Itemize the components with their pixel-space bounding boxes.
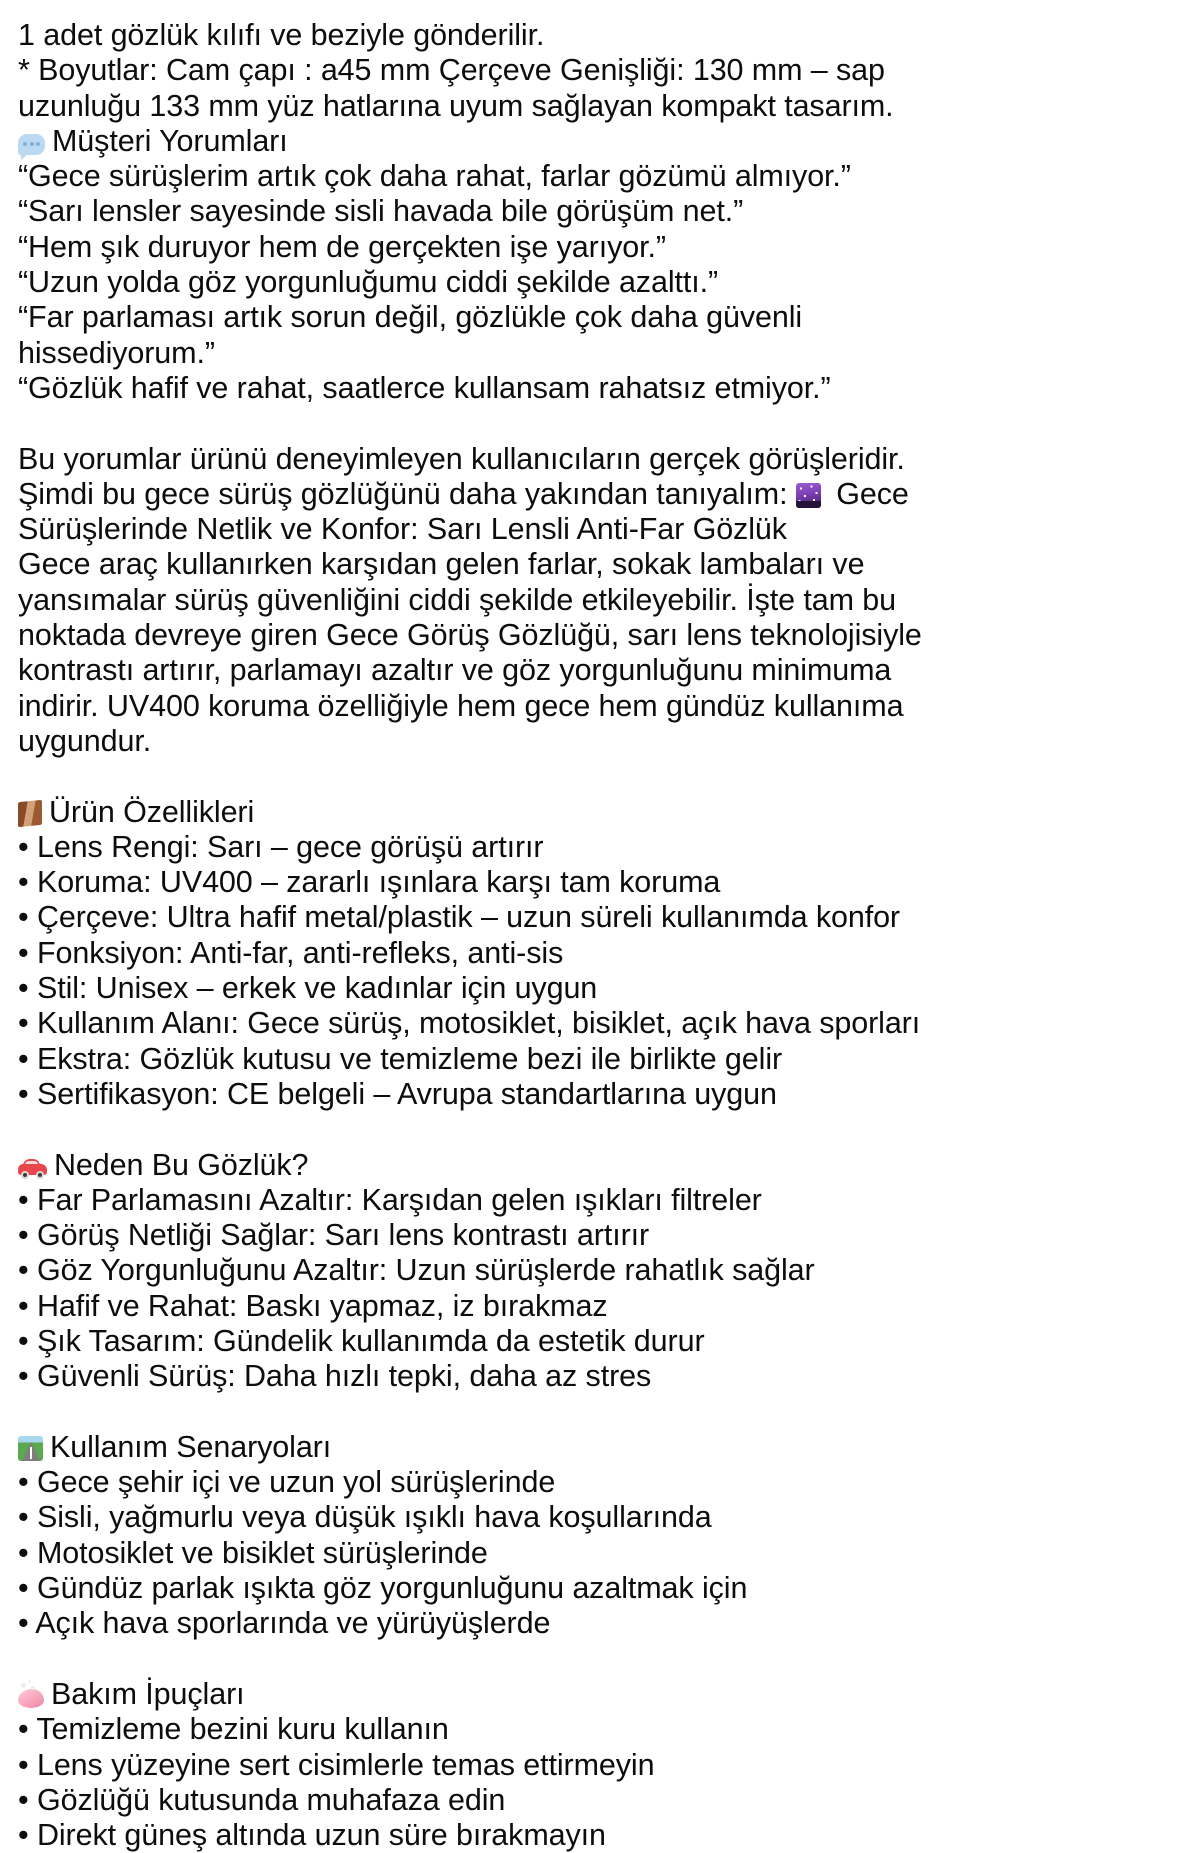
text-line: uzunluğu 133 mm yüz hatlarına uyum sağlayan kompakt tasarım. [18,88,894,123]
paragraph-spacer [18,1642,1184,1677]
block-usage-scenarios [18,1430,1184,1642]
text-after-emoji: Gece [827,476,909,511]
soap-icon [18,1689,44,1708]
review-line: hissediyorum.” [18,335,215,370]
text-line: 1 adet gözlük kılıfı ve beziyle gönderilir. [18,18,545,52]
text-line: Gece araç kullanırken karşıdan gelen farlar, sokak lambaları ve [18,547,865,582]
paragraph-spacer [18,406,1184,441]
speech-balloon-icon [18,134,45,155]
section-heading-label: Bakım İpuçları [51,1676,245,1711]
product-description-body [18,18,1184,1853]
block-care-tips [18,1677,1184,1853]
text-line: kontrastı artırır, parlamayı azaltır ve göz yorgunluğunu minimuma [18,653,892,688]
block-intro-paragraph [18,442,1184,760]
block-shipping-info [18,18,1184,124]
text-line: indirir. UV400 koruma özelliğiyle hem gece hem gündüz kullanıma [18,688,904,723]
list-item: • Koruma: UV400 – zararlı ışınlara karşı tam koruma [18,865,721,900]
list-item: • Far Parlamasını Azaltır: Karşıdan gelen ışıkları filtreler [18,1182,762,1217]
text-line: Bu yorumlar ürünü deneyimleyen kullanıcıların gerçek görüşleridir. [18,441,905,476]
review-line: “Uzun yolda göz yorgunluğumu ciddi şekilde azalttı.” [18,265,719,300]
list-item: • Temizleme bezini kuru kullanın [18,1712,449,1747]
package-icon [18,799,42,827]
list-item: • Hafif ve Rahat: Baskı yapmaz, iz bırakmaz [18,1288,608,1323]
paragraph-spacer [18,759,1184,794]
review-line: “Hem şık duruyor hem de gerçekten işe yarıyor.” [18,229,666,264]
text-before-emoji: Şimdi bu gece sürüş gözlüğünü daha yakından tanıyalım: [18,476,796,511]
list-item: • Gündüz parlak ışıkta göz yorgunluğunu azaltmak için [18,1571,748,1606]
block-customer-reviews [18,124,1184,406]
section-heading-care-tips [18,1677,1184,1712]
list-item: • Gece şehir içi ve uzun yol sürüşlerinde [18,1465,556,1500]
car-icon [18,1159,47,1179]
list-item: • Stil: Unisex – erkek ve kadınlar için uygun [18,971,598,1006]
text-line: uygundur. [18,723,152,758]
list-item: • Direkt güneş altında uzun süre bırakmayın [18,1818,606,1853]
block-why-this-glasses [18,1148,1184,1395]
list-item: • Ekstra: Gözlük kutusu ve temizleme bezi ile birlikte gelir [18,1041,783,1076]
list-item: • Lens yüzeyine sert cisimlerle temas ettirmeyin [18,1747,655,1782]
review-line: “Gözlük hafif ve rahat, saatlerce kullansam rahatsız etmiyor.” [18,370,831,405]
text-line: noktada devreye giren Gece Görüş Gözlüğü, sarı lens teknolojisiyle [18,618,922,653]
night-with-stars-icon [796,483,821,508]
list-item: • Lens Rengi: Sarı – gece görüşü artırır [18,829,544,864]
list-item: • Sisli, yağmurlu veya düşük ışıklı hava koşullarında [18,1500,712,1535]
list-item: • Güvenli Sürüş: Daha hızlı tepki, daha az stres [18,1359,652,1394]
list-item: • Göz Yorgunluğunu Azaltır: Uzun sürüşlerde rahatlık sağlar [18,1253,815,1288]
list-item: • Motosiklet ve bisiklet sürüşlerinde [18,1535,488,1570]
text-line: yansımalar sürüş güvenliğini ciddi şekilde etkileyebilir. İşte tam bu [18,582,897,617]
text-line-with-night-emoji [18,477,1184,512]
list-item: • Çerçeve: Ultra hafif metal/plastik – uzun süreli kullanımda konfor [18,900,900,935]
list-item: • Görüş Netliği Sağlar: Sarı lens kontrastı artırır [18,1218,650,1253]
review-line: “Sarı lensler sayesinde sisli havada bile görüşüm net.” [18,194,744,229]
text-line: Sürüşlerinde Netlik ve Konfor: Sarı Lensli Anti-Far Gözlük [18,512,787,547]
list-item: • Fonksiyon: Anti-far, anti-refleks, anti-sis [18,935,564,970]
section-heading-label: Kullanım Senaryoları [50,1429,332,1464]
section-heading-usage-scenarios [18,1430,1184,1465]
list-item: • Şık Tasarım: Gündelik kullanımda da estetik durur [18,1323,705,1358]
section-heading-label: Neden Bu Gözlük? [54,1147,309,1182]
block-product-features [18,795,1184,1113]
review-line: “Gece sürüşlerim artık çok daha rahat, farlar gözümü almıyor.” [18,159,851,194]
review-line: “Far parlaması artık sorun değil, gözlükle çok daha güvenli [18,300,803,335]
motorway-icon [18,1436,43,1461]
section-heading-why-this-glasses [18,1148,1184,1183]
text-line: * Boyutlar: Cam çapı : a45 mm Çerçeve Genişliği: 130 mm – sap [18,53,885,88]
paragraph-spacer [18,1395,1184,1430]
section-heading-label: Ürün Özellikleri [49,794,255,829]
list-item: • Sertifikasyon: CE belgeli – Avrupa standartlarına uygun [18,1076,777,1111]
section-heading-label: Müşteri Yorumları [52,123,288,158]
list-item: • Kullanım Alanı: Gece sürüş, motosiklet, bisiklet, açık hava sporları [18,1006,921,1041]
list-item: • Açık hava sporlarında ve yürüyüşlerde [18,1606,551,1641]
section-heading-product-features [18,795,1184,830]
paragraph-spacer [18,1112,1184,1147]
section-heading-customer-reviews [18,124,1184,159]
list-item: • Gözlüğü kutusunda muhafaza edin [18,1782,506,1817]
